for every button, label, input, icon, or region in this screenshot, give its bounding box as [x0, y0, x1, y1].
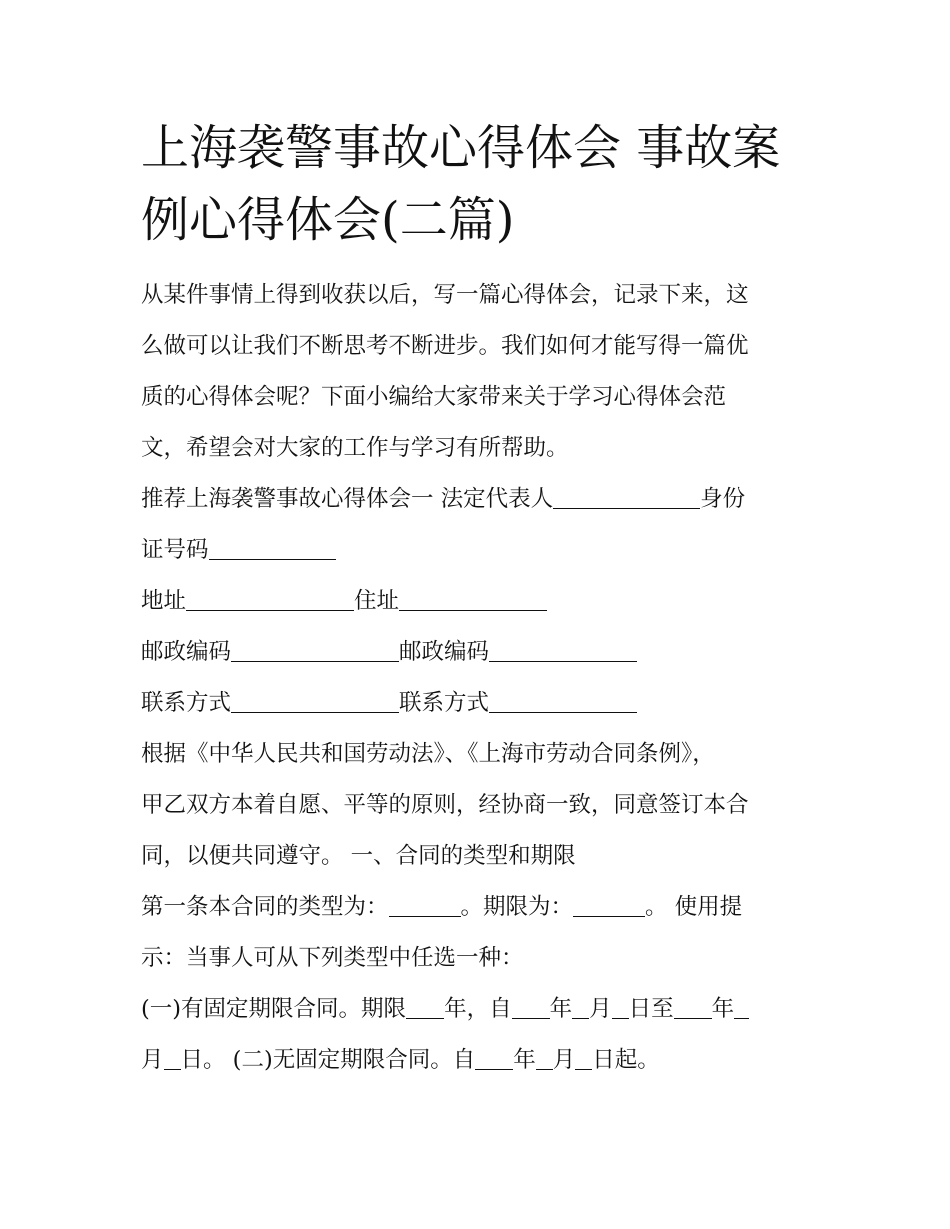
- address-label: 地址: [141, 588, 187, 614]
- end-month-blank: [734, 998, 749, 1019]
- document-title: [141, 112, 816, 256]
- postcode-blank: [231, 641, 399, 662]
- term-options-paragraph: [141, 984, 816, 1086]
- text-line: [141, 984, 816, 1035]
- article-one-term: 。期限为：: [460, 894, 574, 920]
- article-one-hint: 。 使用提: [645, 894, 743, 920]
- fixed-term-text: 年: [711, 996, 735, 1022]
- representative-paragraph: [141, 474, 816, 576]
- contact-blank: [231, 692, 399, 713]
- contact-label: 联系方式: [141, 690, 232, 716]
- document-body: [141, 270, 816, 1086]
- text-line: 同，以便共同遵守。 一、合同的类型和期限: [141, 843, 576, 869]
- open-term-text: 年: [513, 1047, 536, 1073]
- document-content: [141, 112, 816, 1086]
- postcode-paragraph: [141, 627, 816, 678]
- address-blank: [186, 590, 354, 611]
- text-line: [141, 678, 816, 729]
- postcode-label-2: 邮政编码: [399, 639, 490, 665]
- fixed-term-text: 月: [589, 996, 612, 1022]
- text-line: [141, 474, 816, 525]
- contact-paragraph: [141, 678, 816, 729]
- rep-blank: [553, 488, 700, 509]
- postcode-blank-2: [489, 641, 637, 662]
- end-year-blank: [674, 998, 712, 1019]
- text-line: 文，希望会对大家的工作与学习有所帮助。: [141, 435, 569, 461]
- article-one-paragraph: [141, 882, 816, 984]
- fixed-term-text: 年，自: [444, 996, 512, 1022]
- day-blank: [612, 998, 629, 1019]
- id-blank: [209, 539, 336, 560]
- id-label: 证号码: [141, 537, 209, 563]
- text-line: 甲乙双方本着自愿、平等的原则，经协商一致，同意签订本合: [141, 792, 749, 818]
- text-line: [141, 525, 816, 576]
- term-blank: [573, 896, 645, 917]
- postcode-label: 邮政编码: [141, 639, 232, 665]
- years-blank: [406, 998, 444, 1019]
- text-line: [141, 882, 816, 933]
- title-line: 上海袭警事故心得体会 事故案: [141, 120, 781, 176]
- address-paragraph: [141, 576, 816, 627]
- text-line: 从某件事情上得到收获以后，写一篇心得体会，记录下来，这: [141, 282, 749, 308]
- end-day-blank: [164, 1049, 181, 1070]
- residence-label: 住址: [354, 588, 400, 614]
- text-line: 质的心得体会呢？下面小编给大家带来关于学习心得体会范: [141, 384, 727, 410]
- fixed-term-text: 日至: [628, 996, 674, 1022]
- text-line: 么做可以让我们不断思考不断进步。我们如何才能写得一篇优: [141, 333, 749, 359]
- start-month-blank: [536, 1049, 553, 1070]
- title-line: 例心得体会(二篇): [141, 192, 515, 248]
- contact-blank-2: [489, 692, 637, 713]
- open-term-text: 日起。: [592, 1047, 660, 1073]
- type-blank: [389, 896, 461, 917]
- fixed-term-text: (一)有固定期限合同。期限: [141, 996, 407, 1022]
- fixed-term-text: 年: [549, 996, 573, 1022]
- contact-label-2: 联系方式: [399, 690, 490, 716]
- start-day-blank: [575, 1049, 592, 1070]
- text-line: [141, 1035, 816, 1086]
- open-term-text: 月: [552, 1047, 576, 1073]
- text-line: [141, 627, 816, 678]
- start-year-blank: [475, 1049, 513, 1070]
- open-term-text: 月: [141, 1047, 164, 1073]
- year-blank: [512, 998, 550, 1019]
- basis-paragraph: [141, 729, 816, 882]
- text-line: 根据《中华人民共和国劳动法》、《上海市劳动合同条例》，: [141, 741, 715, 767]
- month-blank: [572, 998, 589, 1019]
- rep-label: 推荐上海袭警事故心得体会一 法定代表人: [141, 486, 554, 512]
- intro-paragraph: [141, 270, 816, 474]
- rep-label-after: 身份: [700, 486, 746, 512]
- open-term-text: 日。 (二)无固定期限合同。自: [180, 1047, 476, 1073]
- text-line: 示：当事人可从下列类型中任选一种：: [141, 945, 524, 971]
- article-one-type: 第一条本合同的类型为：: [141, 894, 389, 920]
- text-line: [141, 576, 816, 627]
- residence-blank: [399, 590, 547, 611]
